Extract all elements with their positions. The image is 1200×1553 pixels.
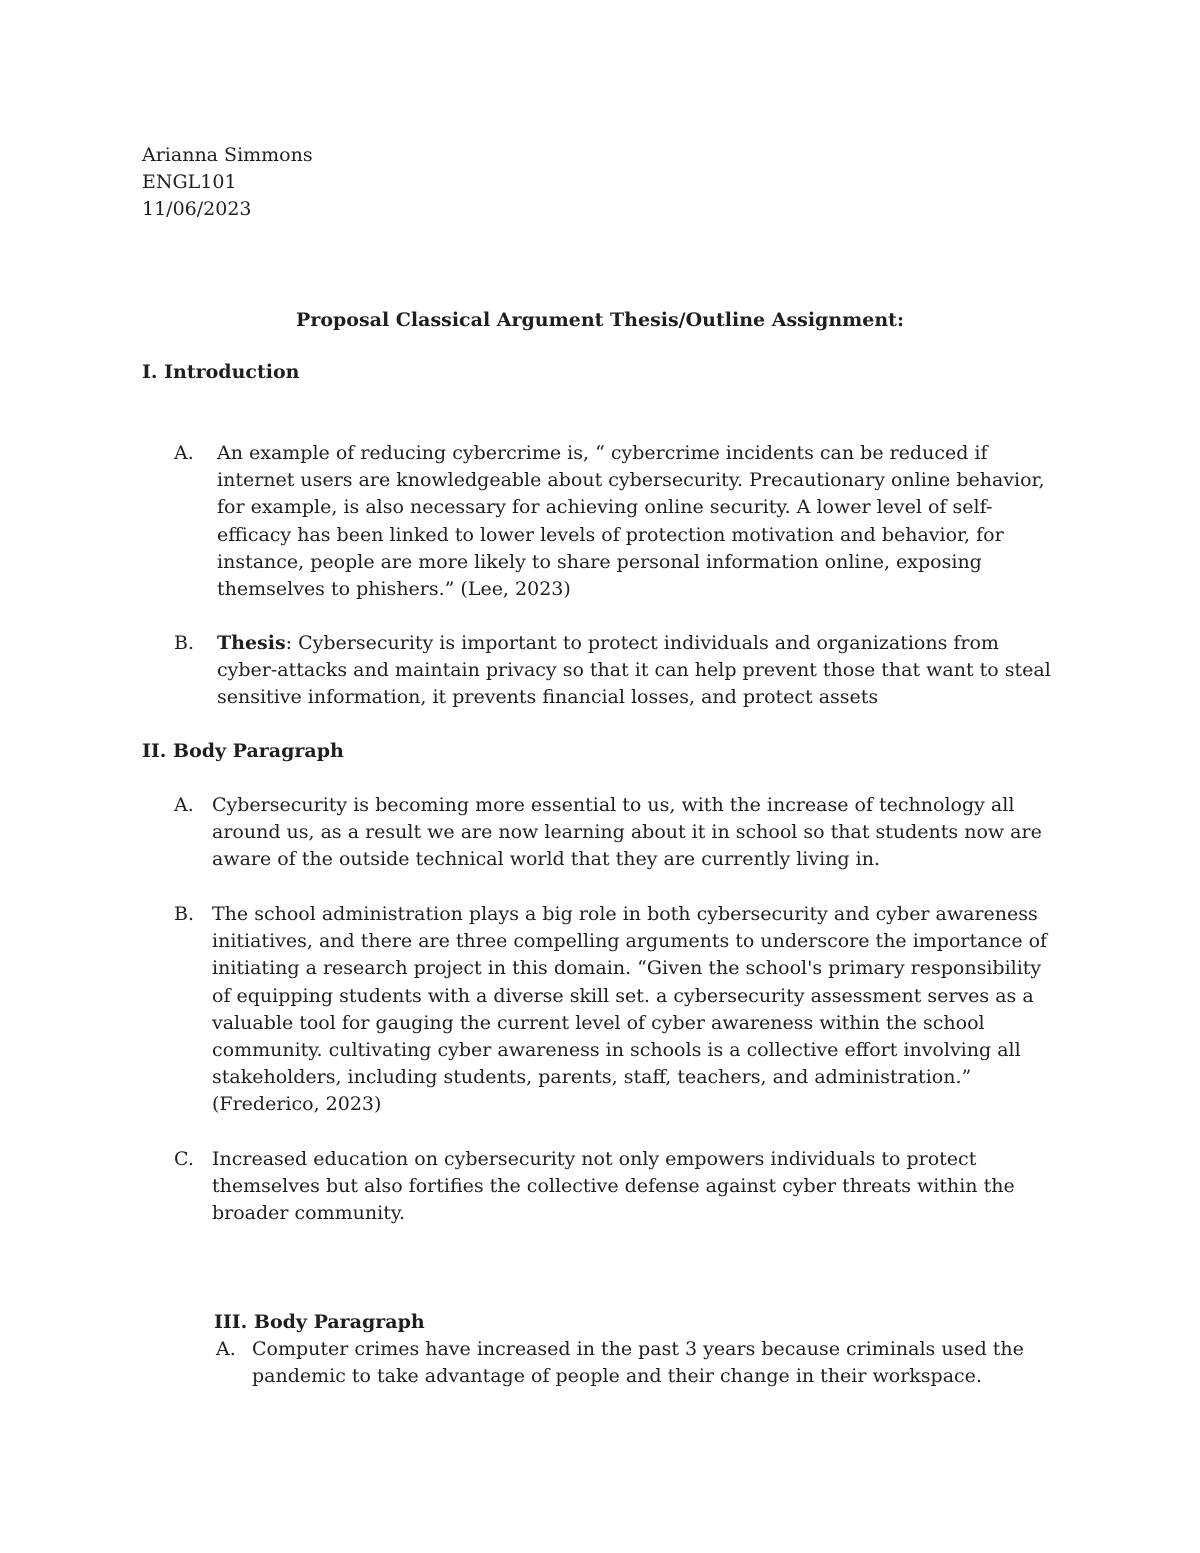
list-item	[174, 440, 1054, 610]
course-code: ENGL101	[142, 171, 237, 193]
date: 11/06/2023	[142, 198, 252, 220]
list-marker: A.	[174, 442, 194, 464]
list-item	[174, 901, 1054, 1131]
thesis-label: Thesis	[217, 632, 286, 654]
list-item-text: An example of reducing cybercrime is, “ cybercrime incidents can be reduced if internet users are knowledgeable about cybersecurity. Precautionary online behavior, for example, is also necessary for achieving online security. A lower level of self-efficacy has been linked to lower levels of protection motivation and behavior, for instance, people are more likely to share personal information online, exposing themselves to phishers.” (Lee, 2023)	[217, 442, 1045, 601]
section-heading-body-2: III. Body Paragraph	[214, 1311, 425, 1333]
list-marker: C.	[174, 1148, 194, 1170]
list-marker: B.	[174, 903, 195, 925]
section-heading-body-1: II. Body Paragraph	[142, 740, 344, 762]
list-marker: B.	[174, 632, 195, 654]
thesis-text: : Cybersecurity is important to protect individuals and organizations from cyber-attacks and maintain privacy so that it can help prevent those that want to steal sensitive information, it prevents financial losses, and protect assets	[217, 632, 1051, 709]
list-item-text: The school administration plays a big role in both cybersecurity and cyber awareness initiatives, and there are three compelling arguments to underscore the importance of initiating a research project in this domain. “Given the school's primary responsibility of equipping students with a diverse skill set. a cybersecurity assessment serves as a valuable tool for gauging the current level of cyber awareness within the school community. cultivating cyber awareness in schools is a collective effort involving all stakeholders, including students, parents, staff, teachers, and administration.” (Frederico, 2023)	[212, 903, 1048, 1116]
list-marker: A.	[216, 1338, 236, 1360]
list-item	[216, 1336, 1056, 1396]
list-item-text: Increased education on cybersecurity not only empowers individuals to protect themselves but also fortifies the collective defense against cyber threats within the broader community.	[212, 1148, 1015, 1225]
section-heading-introduction: I. Introduction	[142, 361, 300, 383]
list-item	[174, 630, 1054, 720]
list-item	[174, 1146, 1054, 1236]
list-marker: A.	[174, 794, 194, 816]
document-title: Proposal Classical Argument Thesis/Outline Assignment:	[296, 309, 904, 331]
list-item	[174, 792, 1054, 882]
list-item-text: Cybersecurity is becoming more essential to us, with the increase of technology all around us, as a result we are now learning about it in school so that students now are aware of the outside technical world that they are currently living in.	[212, 794, 1042, 871]
list-item-text: Computer crimes have increased in the past 3 years because criminals used the pandemic to take advantage of people and their change in their workspace.	[252, 1338, 1024, 1388]
author-name: Arianna Simmons	[142, 144, 313, 166]
